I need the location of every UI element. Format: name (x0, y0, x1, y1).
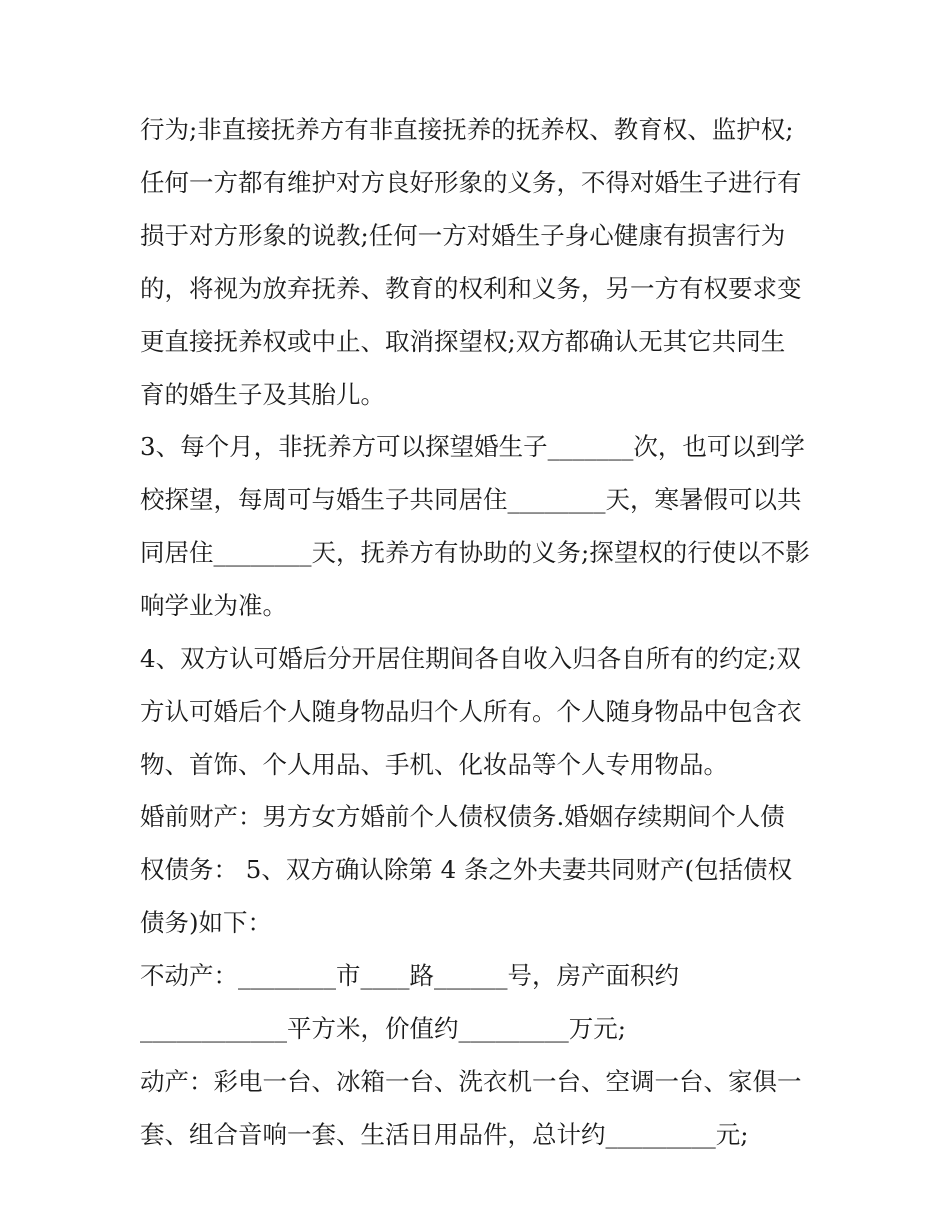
text-line: 校探望，每周可与婚生子共同居住________天，寒暑假可以共 (140, 485, 802, 514)
text-line: 3、每个月，非抚养方可以探望婚生子_______次，也可以到学 (140, 432, 805, 461)
text-line: 婚前财产：男方女方婚前个人债权债务.婚姻存续期间个人债 (140, 802, 785, 831)
text-line: 债务)如下： (140, 908, 273, 937)
text-line: 物、首饰、个人用品、手机、化妆品等个人专用物品。 (140, 750, 728, 779)
text-line: 行为;非直接抚养方有非直接抚养的抚养权、教育权、监护权; (140, 115, 794, 144)
text-line: 的，将视为放弃抚养、教育的权利和义务，另一方有权要求变 (140, 274, 802, 303)
text-line: 套、组合音响一套、生活日用品件，总计约_________元; (140, 1120, 749, 1149)
text-line: ____________平方米，价值约_________万元; (140, 1014, 627, 1043)
text-line: 权债务： 5、双方确认除第 4 条之外夫妻共同财产(包括债权 (140, 855, 793, 884)
text-line: 损于对方形象的说教;任何一方对婚生子身心健康有损害行为 (140, 221, 786, 250)
text-line: 动产：彩电一台、冰箱一台、洗衣机一台、空调一台、家俱一 (140, 1067, 802, 1096)
text-line: 响学业为准。 (140, 591, 287, 620)
text-line: 任何一方都有维护对方良好形象的义务，不得对婚生子进行有 (140, 168, 802, 197)
text-line: 更直接抚养权或中止、取消探望权;双方都确认无其它共同生 (140, 327, 786, 356)
text-line: 育的婚生子及其胎儿。 (140, 380, 385, 409)
text-line: 4、双方认可婚后分开居住期间各自收入归各自所有的约定;双 (140, 644, 801, 673)
text-line: 不动产：________市____路______号，房产面积约 (140, 961, 679, 990)
text-line: 同居住________天，抚养方有协助的义务;探望权的行使以不影 (140, 538, 810, 567)
text-line: 方认可婚后个人随身物品归个人所有。个人随身物品中包含衣 (140, 697, 802, 726)
